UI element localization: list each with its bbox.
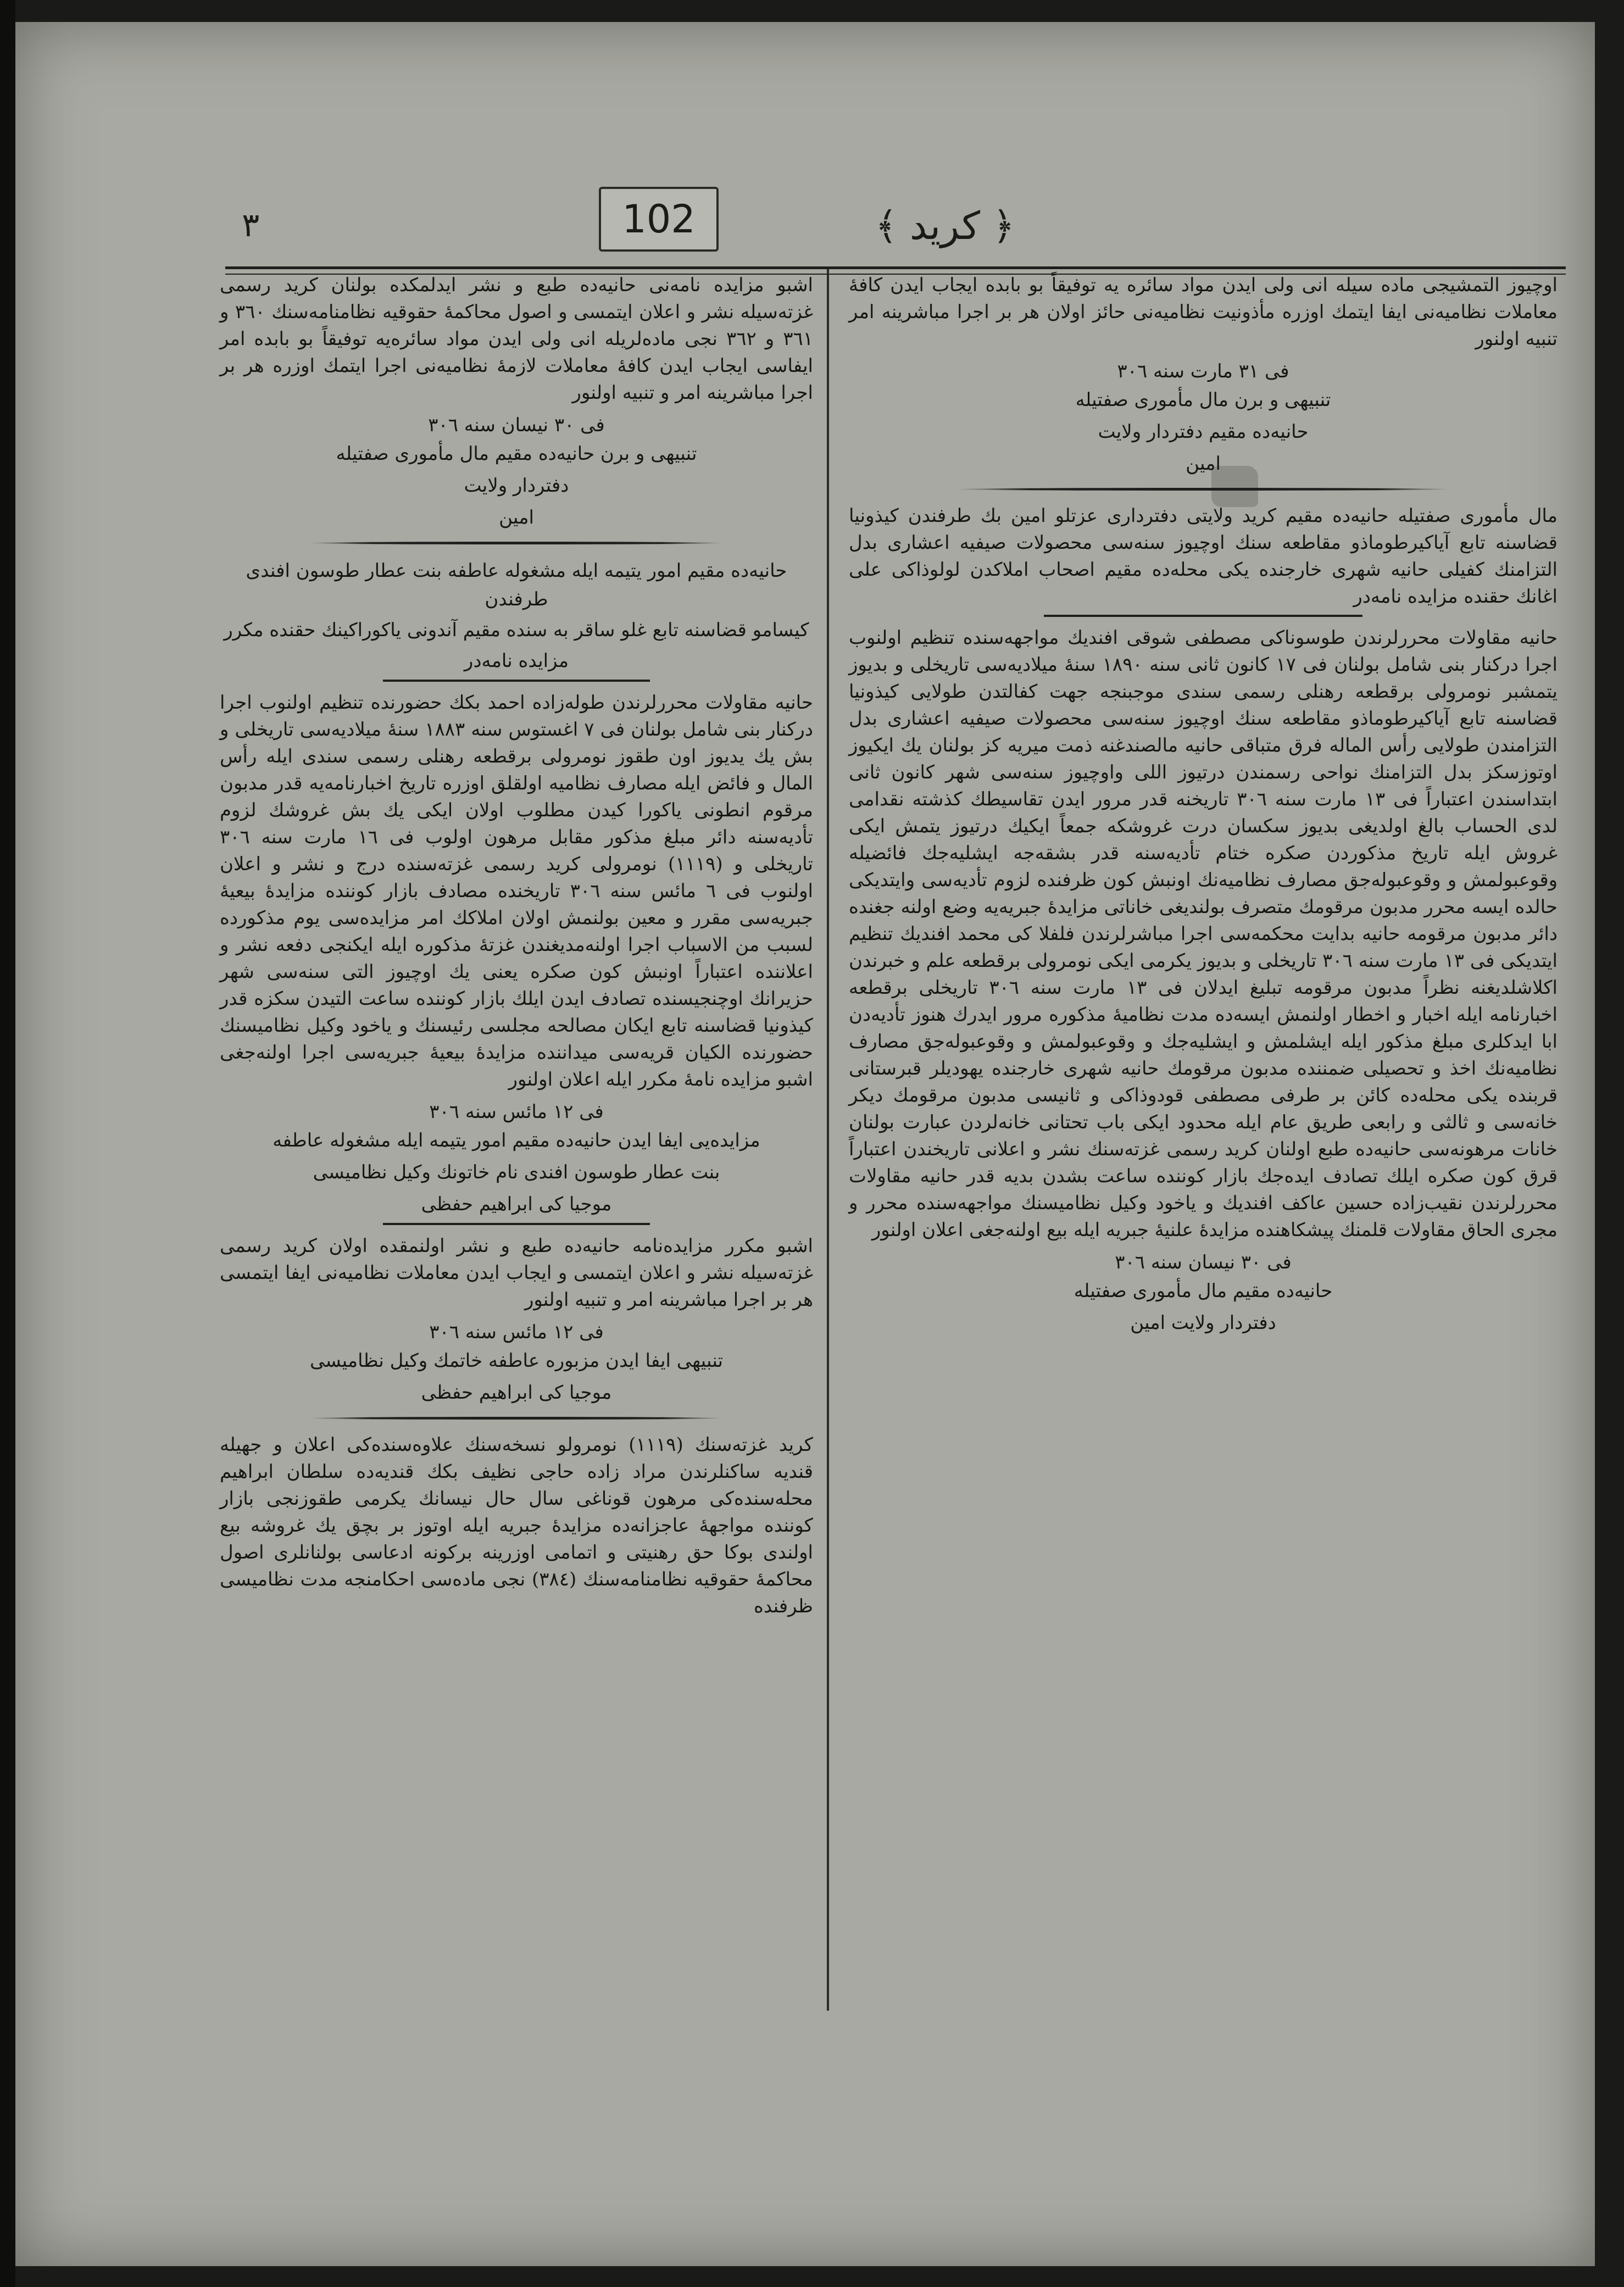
left-notice3-date: فى ١٢ مائس سنه ٣٠٦ xyxy=(429,1321,604,1343)
page-header xyxy=(225,181,1566,264)
section-rule xyxy=(383,1223,650,1225)
page-number: ٣ xyxy=(242,206,260,244)
left-notice1-signature-line3: امين xyxy=(499,507,534,528)
folio-handwritten: 102 xyxy=(599,187,719,252)
left-notice2-body: حانيه مقاولات محررلرندن طوله‌زاده احمد بكك حضورنده تنظيم اولنوب اجرا دركنار بنى شامل بولنان فى ٧ اغستوس سنه ١٨٨٣ سنهٔ ميلاديه‌سى تاريخلى و بش يك يديوز اون طقوز نومرولى برقطعه رهنلى رسمى سندى ايله رأس المال و فائض ايله مصارف نظاميه اولقلق اوزره تاريخ اخبارنامه‌يه قدر مدبون مرقوم انطونى ياكورا كيدن مطلوب اولان ايكى يك بش غروشك لزوم تأديه‌سنه دائر مبلغ مذكور مقابل مرهون اولوب فى ١٦ مارت سنه ٣٠٦ تاريخلى و (١١١٩) نومرولى كريد رسمى غزته‌سنده درج و نشر و اعلان اولنوب فى ٦ مائس سنه ٣٠٦ تاريخنده مصادف بازار كوننده مزايدهٔ بيعيهٔ جبريه‌سى مقرر و معين بولنمش اولان املاكك امر مزايده‌سى يوم مذكورده لسبب من الاسباب اجرا اولنه‌مديغندن غزتهٔ مذكوره ايله ايكنجى دفعه نشر و اعلاننده اعتباراً اونبش كون صكره يعنى يك اوچيوز التى سنه‌سى شهر حزيرانك اوچنجيسنده تصادف ايدن ايلك بازار كوننده ساعت التيدن سكزه قدر كيذونيا قضاسنه تابع ايكان مصالحه مجلسى رئيسنك و ياخود وكيل نظاميسنك حضورنده الكيان قريه‌سى ميداننده مزايدهٔ بيعيهٔ جبريه‌سى اجرا اولنه‌جغى اشبو مزايده نامهٔ مكرر ايله اعلان اولنور xyxy=(220,692,813,1090)
left-column xyxy=(220,272,813,1624)
right-notice1-signature-line2: حانيه‌ده مقيم دفتردار ولايت xyxy=(1098,421,1309,443)
section-separator xyxy=(309,542,724,544)
right-notice1-signature-line3: امين xyxy=(1186,453,1221,475)
right-notice2-date: فى ٣٠ نيسان سنه ٣٠٦ xyxy=(1115,1251,1292,1273)
left-notice1-body: اشبو مزايده نامه‌نى حانيه‌ده طبع و نشر ايدلمكده بولنان كريد رسمى غزته‌سيله نشر و اعلان ايتمسى و اصول محاكمهٔ حقوقيه نظامنامه‌سنك ٣٦٠ و ٣٦١ و ٣٦٢ نجى ماده‌لريله انى ولى ايدن مواد سائره‌يه توفيقاً بو بابده امر ايفاسى ايجاب ايدن كافهٔ معاملات لازمهٔ نظاميه‌نى اجرا ايتمك اوزره هر بر اجرا مباشرينه امر و تنبيه اولنور xyxy=(220,274,813,404)
left-notice3-body: اشبو مكرر مزايده‌نامه حانيه‌ده طبع و نشر اولنمقده اولان كريد رسمى غزته‌سيله نشر و اعلان ايتمسى و ايجاب ايدن معاملات نظاميه‌نى ايفا ايتمسى هر بر اجرا مباشرينه امر و تنبيه اولنور xyxy=(220,1235,813,1311)
right-notice2-signature-line1: حانيه‌ده مقيم مال مأمورى صفتيله xyxy=(1074,1280,1333,1302)
left-notice2-signature-line3: موجيا كى ابراهيم حفظى xyxy=(421,1193,612,1215)
section-rule xyxy=(383,680,650,682)
left-notice3-signature-line1: تنبيهى ايفا ايدن مزبوره عاطفه خاتمك وكيل نظاميسى xyxy=(309,1350,724,1372)
left-notice2-title-line3: مزايده نامه‌در xyxy=(464,650,569,672)
right-notice1-body: اوچيوز التمشيجى ماده سيله انى ولى ايدن مواد سائره يه توفيقاً بو بابده ايجاب ايدن كافهٔ معاملات نظاميه‌نى ايفا ايتمك اوزره مأذونيت نظاميه‌نى حائز اولان هر بر اجرا مباشرينه امر تنبيه اولنور xyxy=(849,274,1558,350)
left-notice2-title-line2: كيسامو قضاسنه تابع غلو ساقر به سنده مقيم آندونى ياكوراكينك حقنده مكرر xyxy=(224,619,809,641)
right-notice1-date: فى ٣١ مارت سنه ٣٠٦ xyxy=(1117,360,1289,382)
left-notice1-signature-line1: تنبيهى و برن حانيه‌ده مقيم مال مأمورى صفتيله xyxy=(336,443,697,465)
right-column xyxy=(849,272,1558,1340)
section-rule xyxy=(1044,615,1363,617)
left-notice2-signature-line1: مزايده‌يى ايفا ايدن حانيه‌ده مقيم امور يتيمه ايله مشغوله عاطفه xyxy=(272,1129,760,1151)
scan-border xyxy=(0,0,15,2287)
left-notice1-date: فى ٣٠ نيسان سنه ٣٠٦ xyxy=(428,414,605,436)
left-notice1-signature-line2: دفتردار ولايت xyxy=(464,475,569,497)
left-notice4-body: كريد غزته‌سنك (١١١٩) نومرولو نسخه‌سنك علاوه‌سنده‌كى اعلان و جهيله قنديه ساكنلرندن مراد زاده حاجى نظيف بكك قنديه‌ده سلطان ابراهيم محله‌سنده‌كى مرهون قوناغى سال حال نيسانك يكرمى طقوزنجى بازار كوننده مواجههٔ عاجزانه‌ده مزايدهٔ جبريه ايله اوتوز بر بچق يك غروشه بيع اولندى بوكا حق رهنيتى و اتمامى اوزرينه بركونه ادعاسى بولنانلرى اصول محاكمهٔ حقوقيه نظامنامه‌سنك (٣٨٤) نجى ماده‌سى احكامنجه مدت نظاميسى ظرفنده xyxy=(220,1434,814,1617)
right-notice2-intro: مال مأمورى صفتيله حانيه‌ده مقيم كريد ولايتى دفتردارى عزتلو امين بك طرفندن كيذونيا قضاسنه تابع آياكيرطوماذو مقاطعه سنك اوچيوز سنه‌سى محصولات صيفيه اعشارى بدل التزامنك كفيلى حانيه شهرى خارجنده يكى محله‌ده مقيم اصحاب املاكدن لولوذاكى على اغانك حقنده مزايده نامه‌در xyxy=(849,505,1558,608)
column-divider xyxy=(827,269,829,2011)
right-notice1-signature-line1: تنبيهى و برن مال مأمورى صفتيله xyxy=(1075,389,1331,411)
left-notice3-signature-line2: موجيا كى ابراهيم حفظى xyxy=(421,1382,612,1404)
section-separator xyxy=(955,488,1451,491)
left-notice2-date: فى ١٢ مائس سنه ٣٠٦ xyxy=(429,1101,604,1123)
masthead-title: ﴿ كريد ﴾ xyxy=(875,203,1015,248)
left-notice2-signature-line2: بنت عطار طوسون افندى نام خاتونك وكيل نظاميسى xyxy=(313,1161,720,1183)
left-notice2-title-line1: حانيه‌ده مقيم امور يتيمه ايله مشغوله عاطفه بنت عطار طوسون افندى طرفندن xyxy=(246,560,787,610)
right-notice2-signature-line2: دفتردار ولايت امين xyxy=(1130,1312,1276,1334)
section-separator xyxy=(309,1417,724,1420)
right-notice2-body: حانيه مقاولات محررلرندن طوسوناكى مصطفى شوقى افنديك مواجهه‌سنده تنظيم اولنوب اجرا دركنار بنى شامل بولنان فى ١٧ كانون ثانى سنه ١٨٩٠ سنهٔ ميلاديه‌سى تاريخلى و بديوز يتمشبر نومرولى برقطعه رهنلى رسمى سندى موجبنجه جهت كفالتدن طولايى كيذونيا قضاسنه تابع آياكيرطوماذو مقاطعه سنك اوچيوز سنه‌سى محصولات صيفيه اعشارى بدل التزامندن طولايى رأس الماله فرق متباقى حانيه مالصندغنه ذمت ميريه كز بولنان يك ايكيوز اوتوزسكز بدل التزامنك نواحى رسمندن درتيوز اللى واوچيوز سنه‌سى شهر كانون ثانى ابتداسندن اعتباراً فى ١٣ مارت سنه ٣٠٦ تاريخنه قدر مرور ايدن تقاسيطك كذشته نقدامى لدى الحساب بالغ اولديغى بديوز سكسان درت غروشكه جمعاً ايكيك درتيوز يتمش ايكى غروش ايله تاريخ مذكوردن صكره ختام تأديه‌سنه قدر بشقه‌جه ايشليه‌جك فائضيله وقوعبولمش و وقوعبوله‌جق مصارف نظاميه‌نك اونبش كون ظرفنده لزوم تأديه‌سى وايتديكى حالده ايسه محرر مدبون مرقومك متصرف بولنديغى خاناتى مزايدهٔ جبريه‌يه وضع اولنه جغنده دائر مدبون مرقومه حانيه بدايت محكمه‌سى اجرا مباشرلرندن فلفلا كى محمد افنديك تنظيم ايتديكى فى ١٣ مارت سنه ٣٠٦ تاريخلى و بديوز يكرمى ايكى نومرولى برقطعه علم و خبرندن اكلاشلديغنه نظراً مدبون مرقومه تبليغ ايدلان فى ١٣ مارت سنه ٣٠٦ تاريخلى برقطعه اخبارنامه ايله اخبار و اخطار اولنمش ايسه‌ده مدت نظاميهٔ مذكوره مرور ايدرك هنوز تأديه‌دن ابا ايدكلرى مبلغ مذكور ايله ايشلمش و ايشليه‌جك و وقوعبولمش و وقوعبوله‌جق مصارف نظاميه‌نك اخذ و تحصيلى ضمننده مدبون مرقومك حانيه شهرى خارجنده يهوديلر قبرستانى قربنده يكى محله‌ده كائن بر طرفى مصطفى قودوذاكى و ثانيسى مدبون مرقومك ديكر خانه‌سى و ثالثى و رابعى طريق عام ايله محدود ايكى باب تحتانى خانه‌لردن عبارت بولنان خانات مرهونه‌سى حانيه‌ده طبع اولنان كريد رسمى غزته‌سنك نشر و اعلانى تاريخندن اعتباراً قرق كون صكره ايلك تصادف ايده‌جك بازار كوننده ساعت بشدن بديه قدر حانيه مقاولات محررلرندن نقيب‌زاده حسين عاكف افنديك و ياخود وكيل نظاميسنك مواجهه‌سنده محرر و مجرى الحاق مقاولات قلمنك پيشكاهنده مزايدهٔ علنيهٔ جبريه ايله بيع اولنه‌جغى اعلان اولنور xyxy=(849,627,1558,1241)
